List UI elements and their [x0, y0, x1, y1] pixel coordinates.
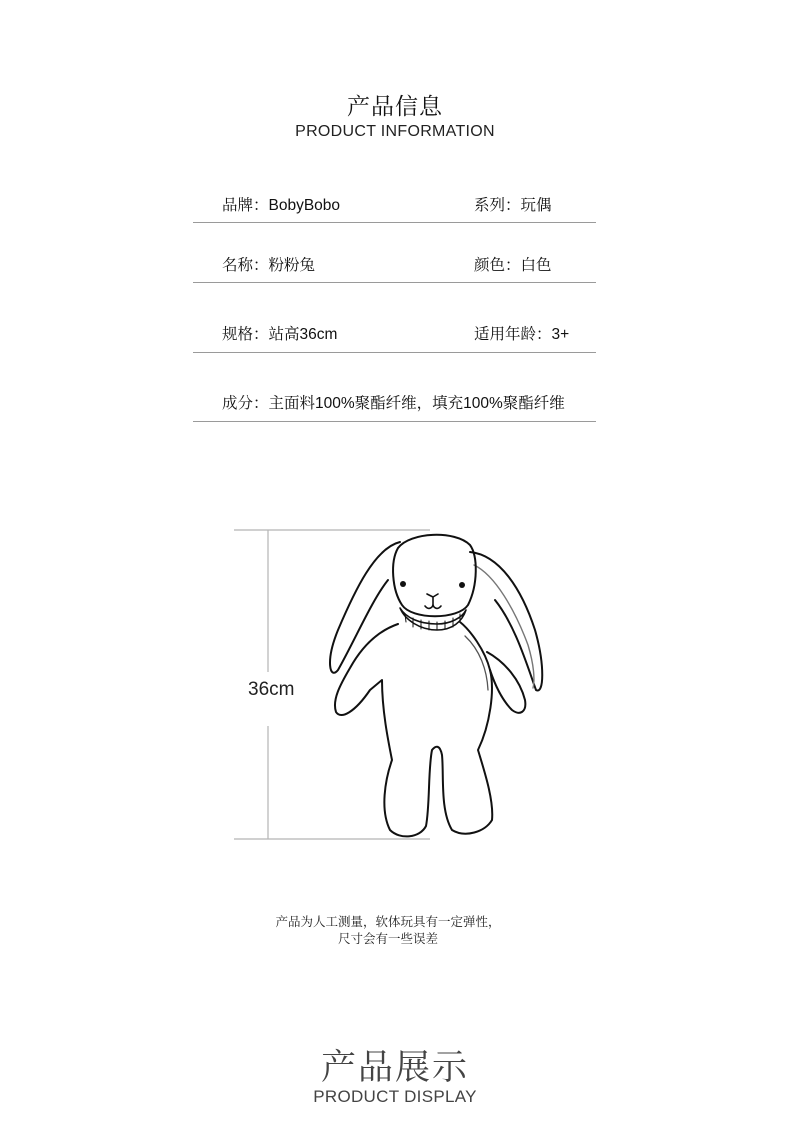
spec-row-material: [193, 352, 596, 422]
height-label: 36cm: [248, 679, 295, 700]
spec-row-brand: [193, 175, 596, 223]
measurement-note-line1: 产品为人工测量，软体玩具有一定弹性，: [275, 915, 501, 929]
belly-curve: [465, 636, 488, 690]
spec-series: 系列：玩偶: [474, 197, 552, 214]
spec-row-name: [193, 222, 596, 283]
spec-brand: 品牌：BobyBobo: [222, 197, 341, 214]
spec-size: 规格：站高36cm: [222, 326, 338, 343]
left-eye: [400, 581, 406, 587]
spec-age: 适用年龄：3+: [474, 326, 570, 343]
measurement-note-line2: 尺寸会有一些误差: [337, 932, 438, 946]
display-title-cn: 产品展示: [320, 1048, 469, 1087]
right-ear: [470, 552, 542, 691]
spec-row-size: [193, 282, 596, 353]
display-title-en: PRODUCT DISPLAY: [313, 1087, 477, 1106]
spec-material: 成分：主面料100%聚酯纤维，填充100%聚酯纤维: [222, 395, 565, 412]
spec-color: 颜色：白色: [474, 257, 552, 274]
head: [393, 535, 476, 616]
left-ear: [330, 542, 400, 673]
body: [335, 622, 492, 836]
nose-mouth: [425, 594, 441, 608]
right-eye: [459, 582, 465, 588]
right-ear-inner: [474, 565, 534, 688]
info-title-cn: 产品信息: [347, 93, 443, 119]
info-title-en: PRODUCT INFORMATION: [295, 123, 495, 140]
spec-name: 名称：粉粉兔: [222, 257, 316, 274]
